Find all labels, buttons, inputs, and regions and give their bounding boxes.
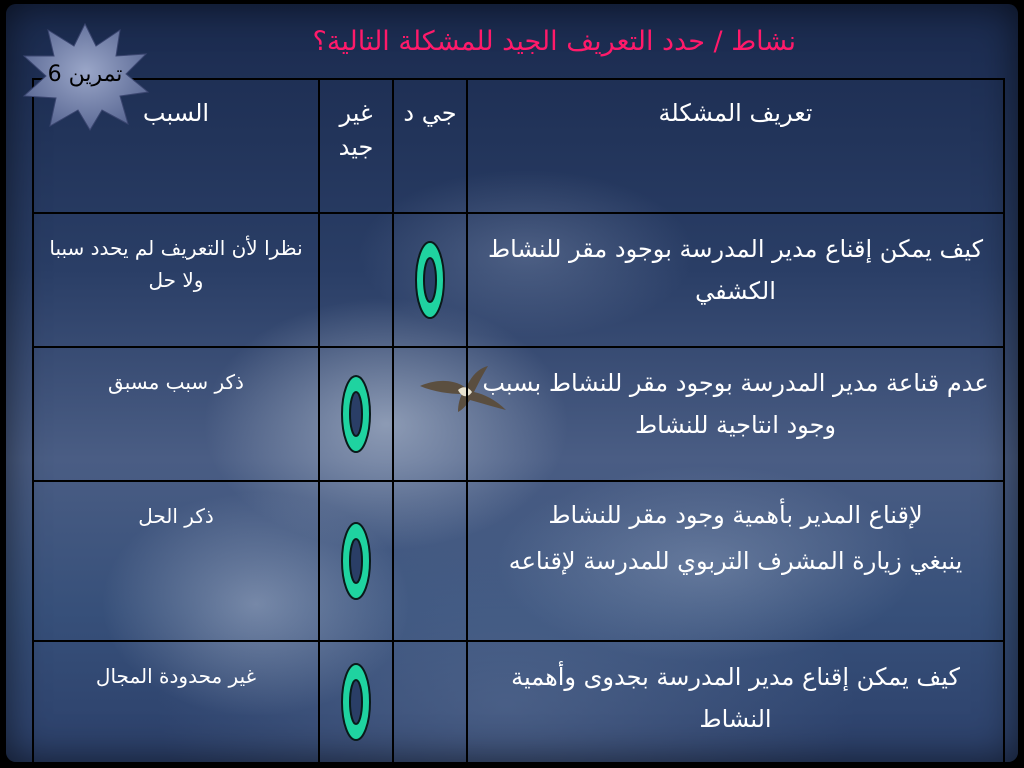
row-good-cell (393, 481, 467, 641)
table-row (33, 641, 1004, 762)
header-reason: السبب (33, 79, 319, 213)
row-reason: ذكر سبب مسبق (33, 347, 319, 481)
table-row (33, 213, 1004, 347)
header-definition: تعريف المشكلة (467, 79, 1004, 213)
row-definition (467, 481, 1004, 641)
header-not-good: غير جيد (319, 79, 393, 213)
slide-background (6, 4, 1018, 762)
row-good-cell (393, 213, 467, 347)
row-definition: كيف يمكن إقناع مدير المدرسة بجدوى وأهمية النشاط (467, 641, 1004, 762)
row-good-cell (393, 347, 467, 481)
row-not-good-cell (319, 641, 393, 762)
problem-definition-table (32, 78, 1005, 762)
exercise-badge-label: تمرين 6 (47, 62, 123, 87)
slide-title: نشاط / حدد التعريف الجيد للمشكلة التالية؟ (312, 26, 796, 57)
row-definition-line2: ينبغي زيارة المشرف التربوي للمدرسة لإقناعه (508, 547, 963, 575)
oval-mark-icon (414, 239, 446, 321)
oval-mark-icon (340, 373, 372, 455)
oval-mark-icon (340, 661, 372, 743)
header-good: جي د (393, 79, 467, 213)
row-not-good-cell (319, 213, 393, 347)
row-reason: ذكر الحل (33, 481, 319, 641)
table-row (33, 481, 1004, 641)
row-reason: غير محدودة المجال (33, 641, 319, 762)
table-row (33, 347, 1004, 481)
row-good-cell (393, 641, 467, 762)
row-definition: عدم قناعة مدير المدرسة بوجود مقر للنشاط بسبب وجود انتاجية للنشاط (467, 347, 1004, 481)
row-definition-line1: لإقناع المدير بأهمية وجود مقر للنشاط (548, 501, 923, 529)
oval-mark-icon (340, 520, 372, 602)
row-reason: نظرا لأن التعريف لم يحدد سببا ولا حل (33, 213, 319, 347)
row-not-good-cell (319, 481, 393, 641)
table-header-row (33, 79, 1004, 213)
row-definition: كيف يمكن إقناع مدير المدرسة بوجود مقر للنشاط الكشفي (467, 213, 1004, 347)
row-not-good-cell (319, 347, 393, 481)
